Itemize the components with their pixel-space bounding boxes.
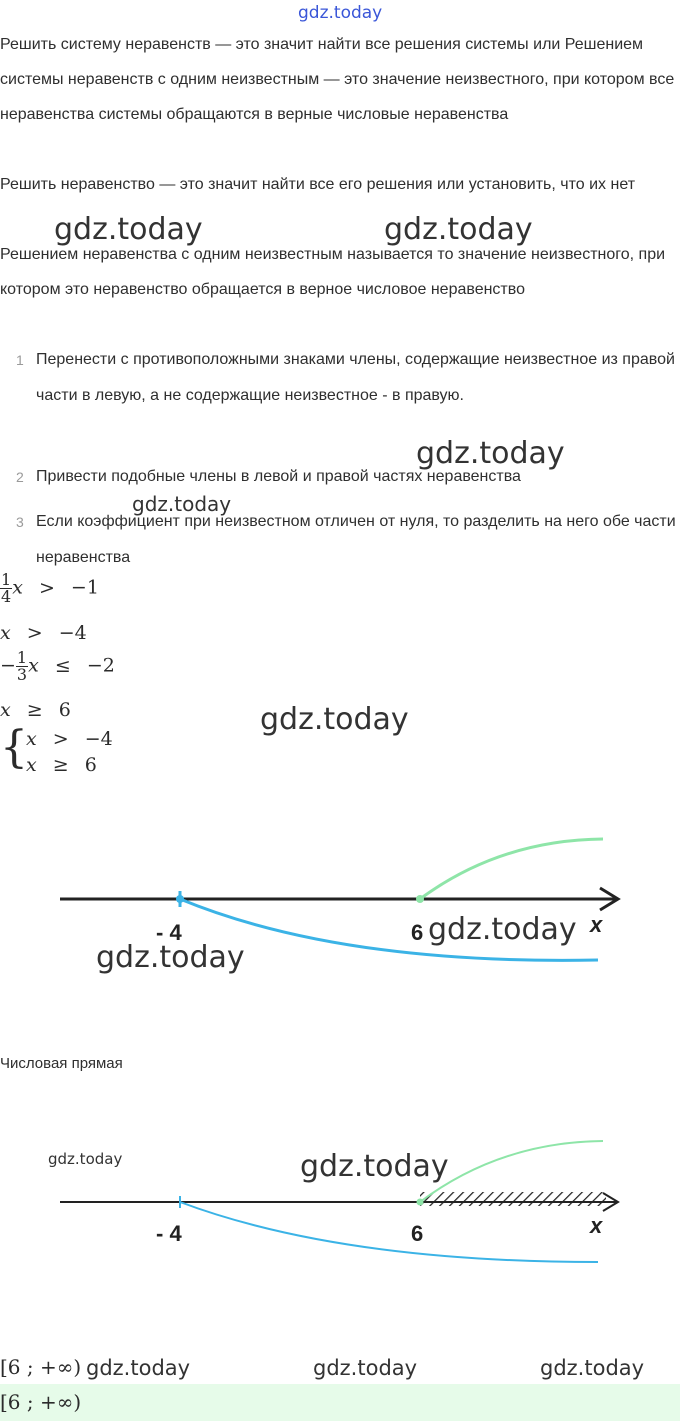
- label-minus-4: - 4: [156, 1221, 182, 1246]
- list-item: [0, 459, 680, 495]
- list-text: Если коэффициент при неизвестном отличен от нуля, то разделить на него обе части неравенства: [36, 513, 676, 566]
- list-number: 1: [16, 352, 24, 368]
- label-6: 6: [411, 1221, 424, 1246]
- caption-number-line: Числовая прямая: [0, 1055, 123, 1072]
- answer-interval-2: [6 ; +∞): [0, 1390, 82, 1414]
- point-minus-4: [176, 895, 184, 903]
- list-item: [0, 504, 680, 576]
- watermark: gdz.today: [540, 1356, 645, 1380]
- blue-arc: [180, 1202, 598, 1262]
- paragraph-system-definition: Решить систему неравенств — это значит найти все решения системы или Решением системы неравенств с одним неизвестным — это значение неизвестного, при котором все неравенства системы обращаются в верные числовые неравенства: [0, 36, 675, 123]
- list-number: 2: [16, 469, 24, 485]
- system-line-2: x ≥ 6: [26, 754, 97, 776]
- watermark: gdz.today: [54, 212, 203, 247]
- watermark: gdz.today: [132, 492, 232, 516]
- watermark-top: gdz.today: [298, 3, 383, 23]
- green-arc: [420, 839, 603, 899]
- paragraph-inequality-solve: Решить неравенство — это значит найти все его решения или установить, что их нет: [0, 176, 636, 193]
- axis-label-x: x: [590, 912, 603, 937]
- solution-hatching: [420, 1192, 606, 1206]
- answer-interval-1: [6 ; +∞): [0, 1355, 82, 1379]
- fraction-one-third: $\frac{1}{3}$: [16, 648, 28, 684]
- system-brace: {: [0, 722, 28, 773]
- watermark: gdz.today: [428, 912, 577, 947]
- point-6: [417, 1199, 424, 1206]
- watermark: gdz.today: [260, 702, 409, 737]
- list-text: Перенести с противоположными знаками члены, содержащие неизвестное из правой части в левую, а не содержащие неизвестное - в правую.: [36, 351, 675, 404]
- watermark: gdz.today: [300, 1149, 449, 1184]
- paragraph-inequality-solution: Решением неравенства с одним неизвестным называется то значение неизвестного, при котором это неравенство обращается в верное числовое неравенство: [0, 246, 666, 298]
- math-line-1: $\frac{1}{4}$ x > −1: [1, 570, 99, 606]
- answer-highlight: [0, 1384, 680, 1421]
- point-6: [416, 895, 424, 903]
- watermark: gdz.today: [86, 1356, 191, 1380]
- system-line-1: x > −4: [26, 728, 113, 750]
- label-minus-4: - 4: [156, 920, 182, 945]
- watermark: gdz.today: [384, 212, 533, 247]
- list-item: [0, 342, 680, 450]
- watermark: gdz.today: [96, 940, 245, 975]
- math-line-3: − $\frac{1}{3}$ x ≤ −2: [0, 648, 115, 684]
- math-line-4: x ≥ 6: [0, 699, 71, 721]
- watermark: gdz.today: [416, 436, 565, 471]
- list-number: 3: [16, 514, 24, 530]
- list-text: Привести подобные члены в левой и правой частях неравенства: [36, 468, 521, 485]
- math-line-2: x > −4: [0, 622, 87, 644]
- label-6: 6: [411, 920, 424, 945]
- fraction-one-quarter: $\frac{1}{4}$: [1, 570, 12, 606]
- watermark: gdz.today: [313, 1356, 418, 1380]
- axis-label-x: x: [590, 1213, 603, 1238]
- watermark: gdz.today: [48, 1150, 123, 1168]
